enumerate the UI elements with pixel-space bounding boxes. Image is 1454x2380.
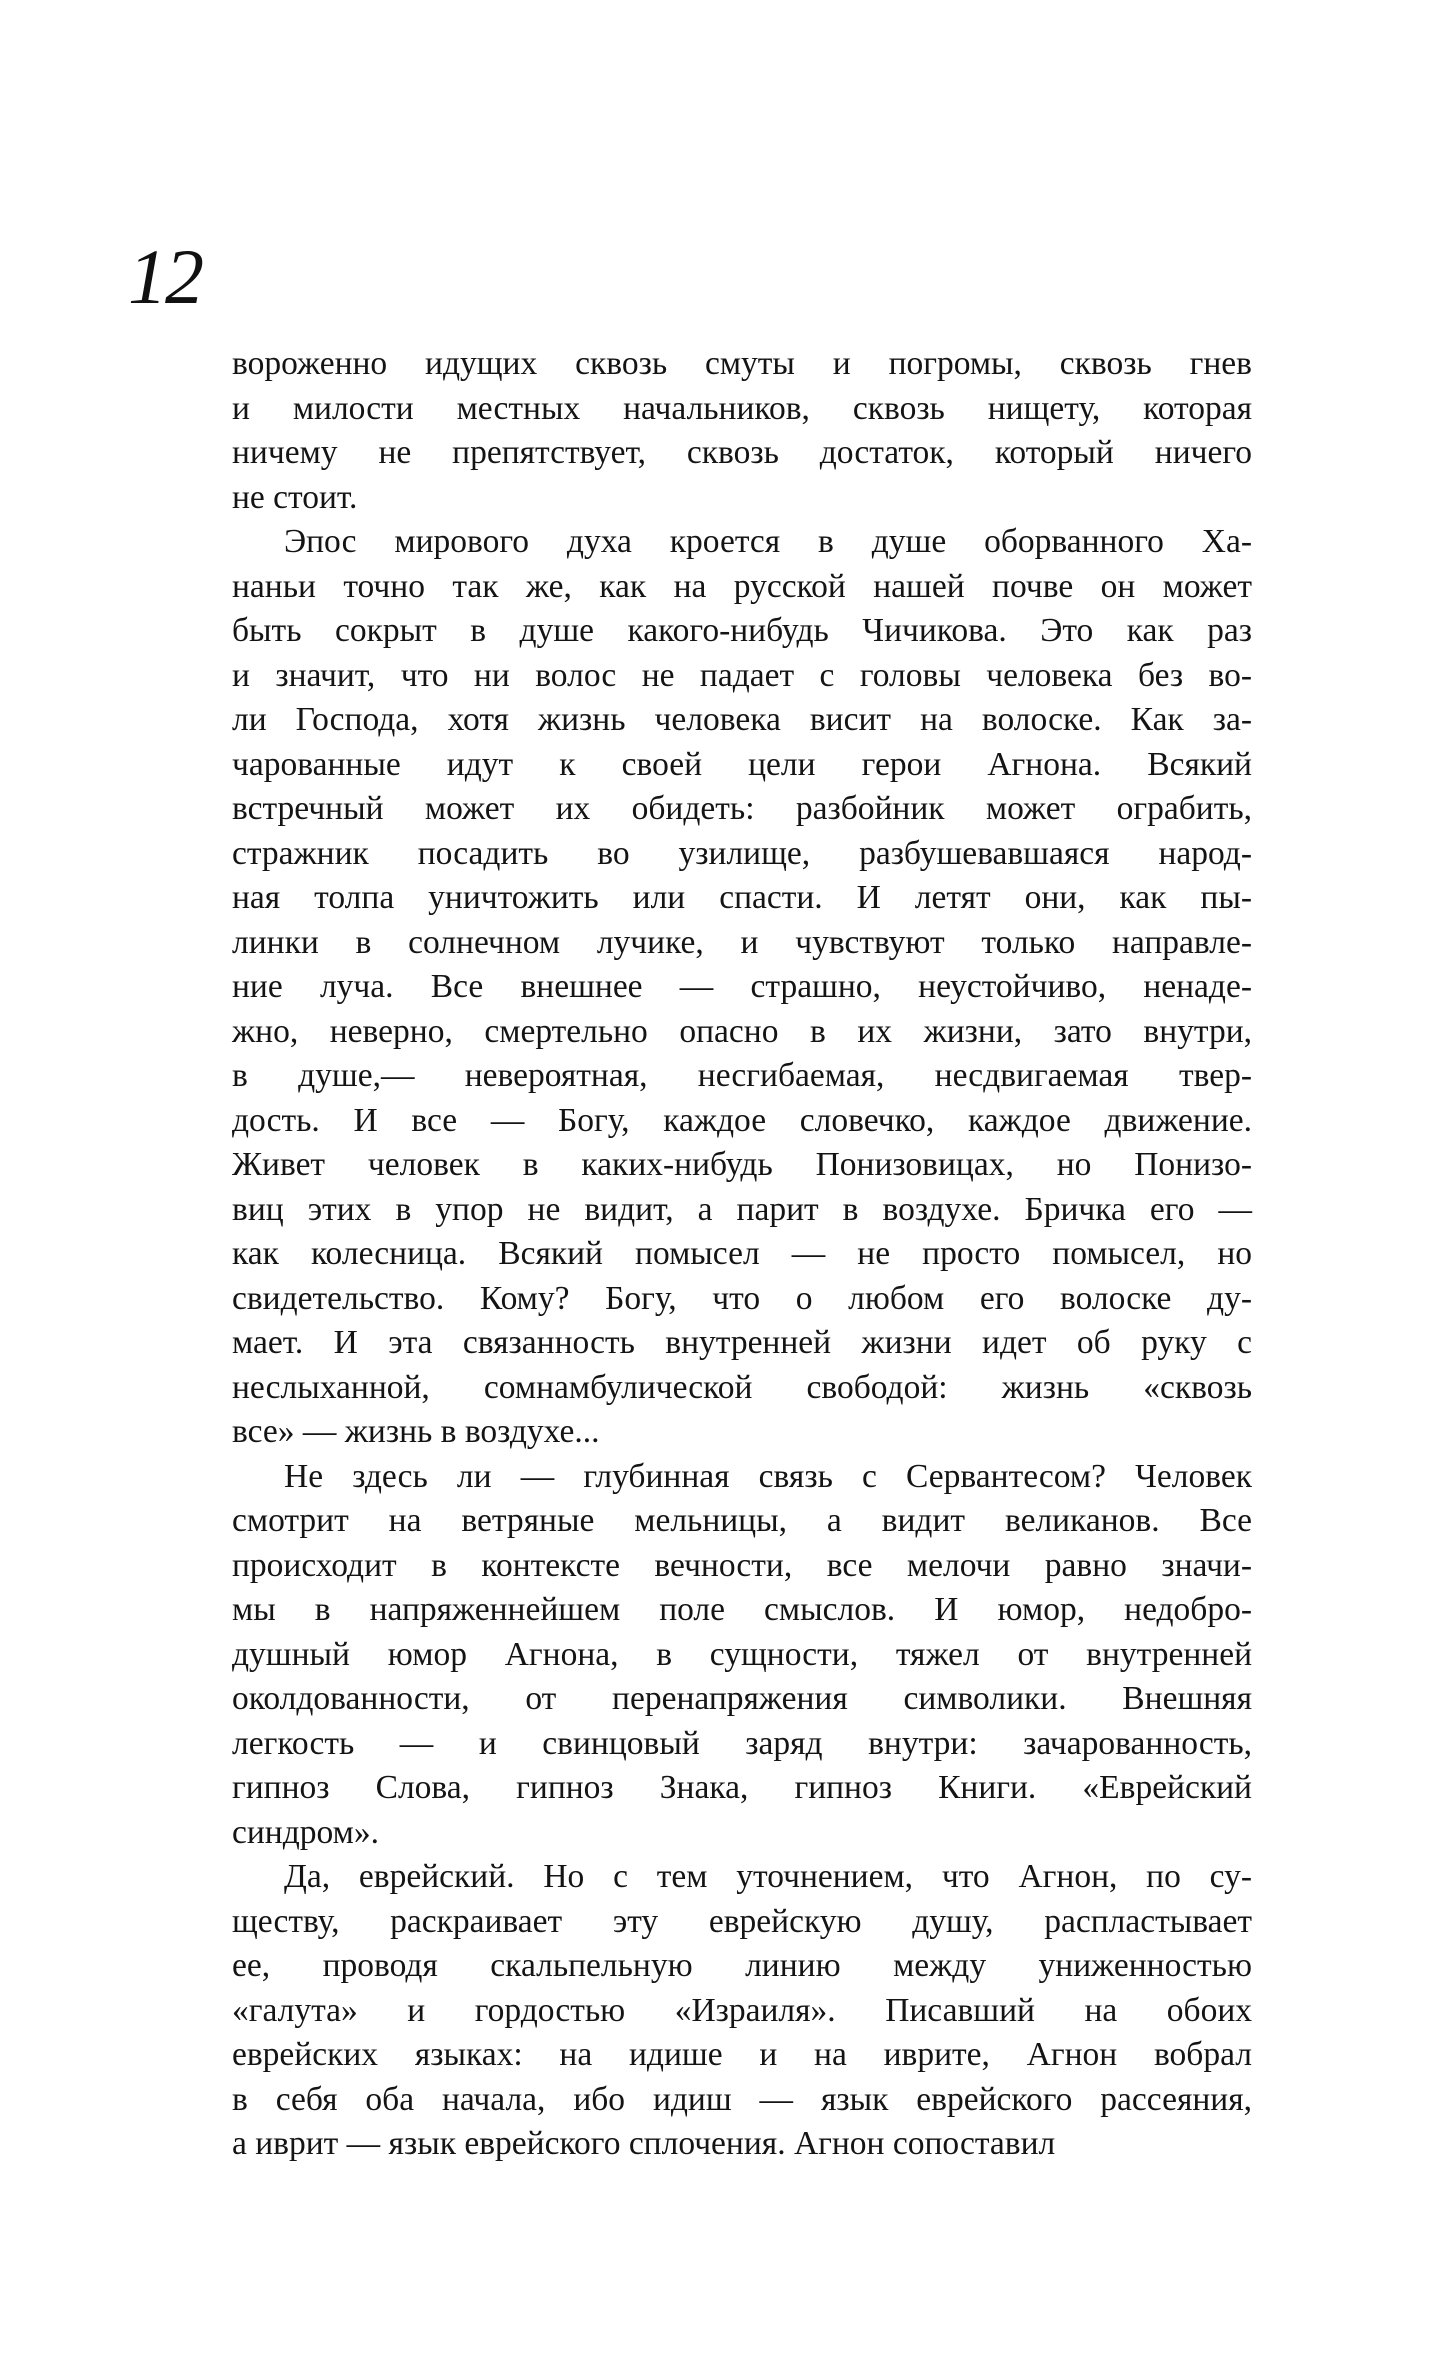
text-line: как колесница. Всякий помысел — не просто помысел, но bbox=[232, 1235, 1252, 1272]
paragraph bbox=[232, 1855, 1252, 2167]
paragraph bbox=[232, 520, 1252, 1455]
paragraph bbox=[232, 342, 1252, 520]
text-line: Да, еврейский. Но с тем уточнением, что Агнон, по су- bbox=[284, 1858, 1252, 1895]
text-line: чарованные идут к своей цели герои Агнона. Всякий bbox=[232, 745, 1252, 783]
text-line: Живет человек в каких-нибудь Понизовицах, но Понизо- bbox=[232, 1146, 1252, 1183]
text-line: гипноз Слова, гипноз Знака, гипноз Книги. «Еврейский bbox=[232, 1769, 1252, 1806]
text-line: ществу, раскраивает эту еврейскую душу, распластывает bbox=[232, 1902, 1252, 1940]
text-line: виц этих в упор не видит, а парит в воздухе. Бричка его — bbox=[232, 1190, 1252, 1228]
text-line: наньи точно так же, как на русской нашей почве он может bbox=[232, 567, 1252, 605]
text-line: ние луча. Все внешнее — страшно, неустойчиво, ненаде- bbox=[232, 968, 1252, 1005]
text-line: быть сокрыт в душе какого-нибудь Чичикова. Это как раз bbox=[232, 612, 1252, 649]
text-line: линки в солнечном лучике, и чувствуют только направле- bbox=[232, 923, 1252, 961]
text-line: душный юмор Агнона, в сущности, тяжел от внутренней bbox=[232, 1635, 1252, 1673]
text-line: Не здесь ли — глубинная связь с Сервантесом? Человек bbox=[284, 1457, 1252, 1495]
text-line: вороженно идущих сквозь смуты и погромы, сквозь гнев bbox=[232, 345, 1252, 382]
text-line: свидетельство. Кому? Богу, что о любом его волоске ду- bbox=[232, 1279, 1252, 1317]
text-line: ли Господа, хотя жизнь человека висит на волоске. Как за- bbox=[232, 701, 1252, 738]
text-line: неслыханной, сомнамбулической свободой: жизнь «сквозь bbox=[232, 1368, 1252, 1406]
text-line: и милости местных начальников, сквозь нищету, которая bbox=[232, 389, 1252, 427]
text-line: «галута» и гордостью «Израиля». Писавший на обоих bbox=[232, 1991, 1252, 2029]
text-line: мы в напряженнейшем поле смыслов. И юмор, недобро- bbox=[232, 1591, 1252, 1628]
text-line: ничему не препятствует, сквозь достаток, который ничего bbox=[232, 434, 1252, 471]
text-line: ее, проводя скальпельную линию между униженностью bbox=[232, 1947, 1252, 1984]
text-line: в душе,— невероятная, несгибаемая, несдвигаемая твер- bbox=[232, 1057, 1252, 1094]
text-line: легкость — и свинцовый заряд внутри: зачарованность, bbox=[232, 1724, 1252, 1762]
text-line: стражник посадить во узилище, разбушевавшаяся народ- bbox=[232, 834, 1252, 872]
text-line: не стоит. bbox=[232, 478, 358, 516]
paragraph bbox=[232, 1455, 1252, 1856]
text-line: еврейских языках: на идише и на иврите, Агнон вобрал bbox=[232, 2036, 1252, 2073]
text-line: встречный может их обидеть: разбойник может ограбить, bbox=[232, 790, 1252, 827]
text-line: происходит в контексте вечности, все мелочи равно значи- bbox=[232, 1546, 1252, 1584]
text-line: синдром». bbox=[232, 1813, 379, 1851]
text-line: мает. И эта связанность внутренней жизни идет об руку с bbox=[232, 1324, 1252, 1361]
text-line: жно, неверно, смертельно опасно в их жизни, зато внутри, bbox=[232, 1012, 1252, 1050]
body-text bbox=[232, 342, 1252, 2167]
text-line: а иврит — язык еврейского сплочения. Агнон сопоставил bbox=[232, 2125, 1056, 2162]
text-line: Эпос мирового духа кроется в душе оборванного Ха- bbox=[284, 523, 1252, 560]
text-line: ная толпа уничтожить или спасти. И летят они, как пы- bbox=[232, 879, 1252, 916]
text-line: смотрит на ветряные мельницы, а видит великанов. Все bbox=[232, 1502, 1252, 1539]
text-line: и значит, что ни волос не падает с головы человека без во- bbox=[232, 656, 1252, 694]
text-line: в себя оба начала, ибо идиш — язык еврейского рассеяния, bbox=[232, 2080, 1252, 2118]
text-line: все» — жизнь в воздухе... bbox=[232, 1413, 600, 1450]
text-line: дость. И все — Богу, каждое словечко, каждое движение. bbox=[232, 1101, 1252, 1139]
page-number: 12 bbox=[128, 233, 202, 320]
text-line: околдованности, от перенапряжения символики. Внешняя bbox=[232, 1680, 1252, 1717]
